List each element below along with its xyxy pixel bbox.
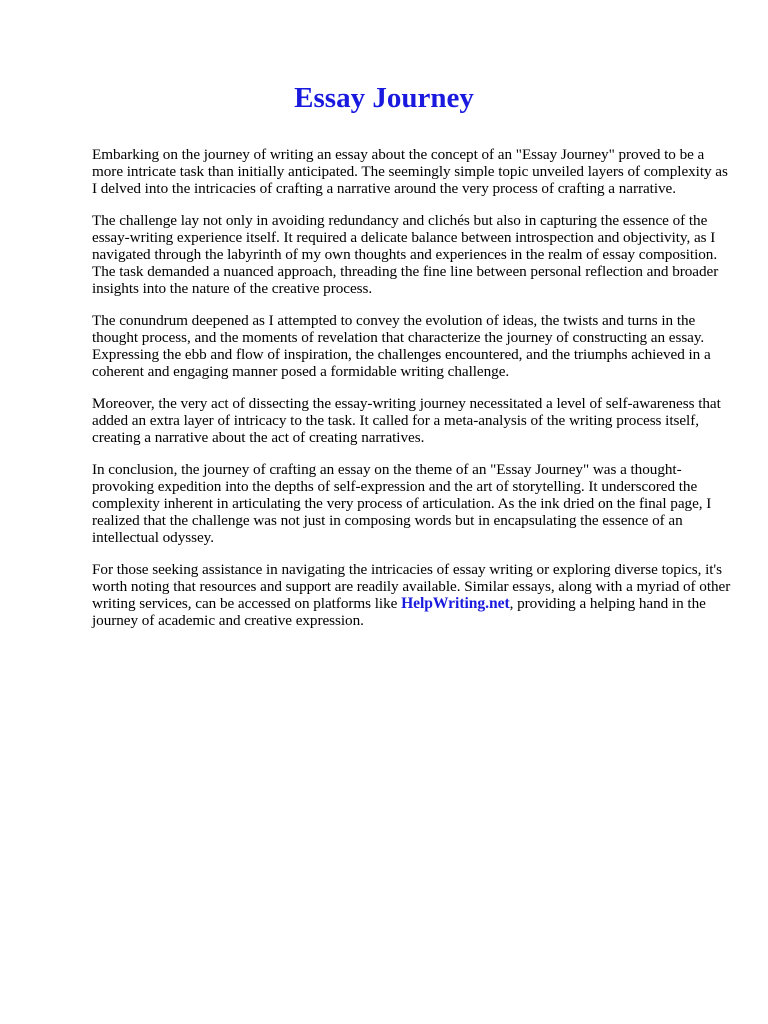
- paragraph-2: The challenge lay not only in avoiding redundancy and clichés but also in capturing the essence of the essay-writing experience itself. It required a delicate balance between introspection and objectivity, as I navigated through the labyrinth of my own thoughts and experiences in the realm of essay composition. The task demanded a nuanced approach, threading the fine line between personal reflection and broader insights into the nature of the creative process.: [92, 212, 719, 297]
- paragraph-6: [92, 561, 732, 629]
- paragraph-3: The conundrum deepened as I attempted to convey the evolution of ideas, the twists and turns in the thought process, and the moments of revelation that characterize the journey of constructing an essay. Expressing the ebb and flow of inspiration, the challenges encountered, and the triumphs achieved in a coherent and engaging manner posed a formidable writing challenge.: [92, 312, 711, 380]
- paragraph-6-after-link: , providing a helping hand in the journey of academic and creative expression.: [92, 595, 706, 629]
- paragraph-1: Embarking on the journey of writing an essay about the concept of an "Essay Journey" proved to be a more intricate task than initially anticipated. The seemingly simple topic unveiled layers of complexity as I delved into the intricacies of crafting a narrative around the very process of crafting a narrative.: [92, 146, 728, 197]
- document-title: Essay Journey: [294, 82, 474, 114]
- document-body: [92, 146, 732, 644]
- helpwriting-link[interactable]: HelpWriting.net: [401, 595, 510, 612]
- paragraph-5: In conclusion, the journey of crafting an essay on the theme of an "Essay Journey" was a thought-provoking expedition into the depths of self-expression and the art of storytelling. It underscored the complexity inherent in articulating the very process of articulation. As the ink dried on the final page, I realized that the challenge was not just in composing words but in encapsulating the essence of an intellectual odyssey.: [92, 461, 712, 546]
- paragraph-6-before-link: For those seeking assistance in navigating the intricacies of essay writing or exploring diverse topics, it's worth noting that resources and support are readily available. Similar essays, along with a myriad of other writing services, can be accessed on platforms like: [92, 561, 731, 612]
- paragraph-4: Moreover, the very act of dissecting the essay-writing journey necessitated a level of self-awareness that added an extra layer of intricacy to the task. It called for a meta-analysis of the writing process itself, creating a narrative about the act of creating narratives.: [92, 395, 721, 446]
